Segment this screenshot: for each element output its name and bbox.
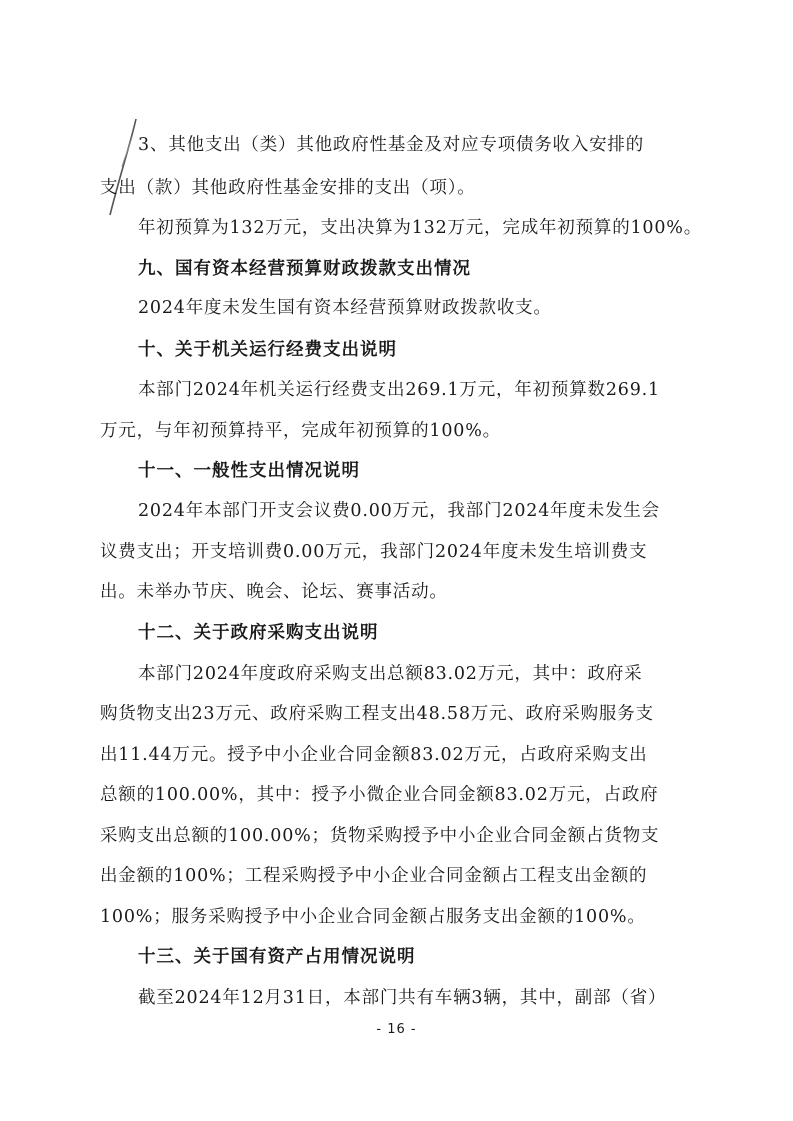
section11-title: 十一、一般性支出情况说明 [138, 461, 360, 481]
section10-title: 十、关于机关运行经费支出说明 [138, 340, 397, 360]
section13-line1: 截至2024年12月31日，本部门共有车辆3辆，其中，副部（省） [138, 988, 667, 1008]
section8-item3-line2: 支出（款）其他政府性基金安排的支出（项）。 [100, 178, 476, 198]
section8-item3-budget: 年初预算为132万元，支出决算为132万元，完成年初预算的100%。 [138, 218, 703, 238]
section11-line1: 2024年本部门开支会议费0.00万元，我部门2024年度未发生会 [138, 501, 660, 521]
section12-line3: 出11.44万元。授予中小企业合同金额83.02万元，占政府采购支出 [100, 745, 648, 765]
section10-line1: 本部门2024年机关运行经费支出269.1万元，年初预算数269.1 [138, 380, 660, 400]
section12-line4: 总额的100.00%，其中：授予小微企业合同金额83.02万元，占政府 [100, 785, 659, 805]
section13-title: 十三、关于国有资产占用情况说明 [138, 947, 416, 967]
section12-line1: 本部门2024年度政府采购支出总额83.02万元，其中：政府采 [138, 664, 643, 684]
section12-title: 十二、关于政府采购支出说明 [138, 623, 379, 643]
page-number: - 16 - [376, 1022, 417, 1037]
section11-line3: 出。未举办节庆、晚会、论坛、赛事活动。 [100, 582, 448, 602]
section8-item3-line1: 3、其他支出（类）其他政府性基金及对应专项债务收入安排的 [138, 135, 645, 155]
section12-line7: 100%；服务采购授予中小企业合同金额占服务支出金额的100%。 [100, 907, 646, 927]
section12-line5: 采购支出总额的100.00%；货物采购授予中小企业合同金额占货物支 [100, 826, 660, 846]
section12-line6: 出金额的100%；工程采购授予中小企业合同金额占工程支出金额的 [100, 866, 648, 886]
section12-line2: 购货物支出23万元、政府采购工程支出48.58万元、政府采购服务支 [100, 704, 654, 724]
section9-body: 2024年度未发生国有资本经营预算财政拨款收支。 [138, 298, 552, 318]
section11-line2: 议费支出；开支培训费0.00万元，我部门2024年度未发生培训费支 [100, 542, 648, 562]
section9-title: 九、国有资本经营预算财政拨款支出情况 [138, 259, 471, 279]
section10-line2: 万元，与年初预算持平，完成年初预算的100%。 [100, 421, 501, 441]
